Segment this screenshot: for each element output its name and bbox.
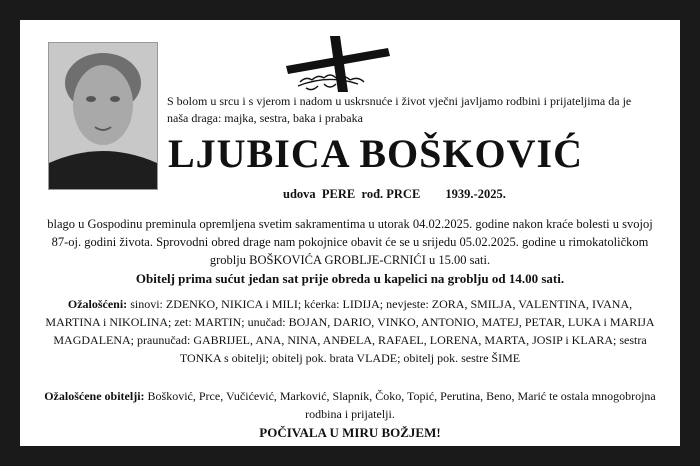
portrait-photo [48, 42, 158, 190]
closing-line: POČIVALA U MIRU BOŽJEM! [259, 425, 441, 440]
intro-text: S bolom u srcu i s vjerom i nadom u uskrsnuće i život vječni javljamo rodbini i prijateljima da je naša draga: majka, sestra, baka i prabaka [167, 94, 632, 125]
death-announcement: blago u Gospodinu preminula opremljena svetim sakramentima u utorak 04.02.2025. godine nakon kraće bolesti u svojoj 87-oj. godini života. Sprovodni obred drage nam pokojnice obavit će se u srijedu 05.02.2025. godine u rimokatoličkom groblju BOŠKOVIĆA GROBLJE-CRNIĆI u 15.00 sati. [47, 217, 653, 267]
mourners-list [42, 295, 658, 367]
families-names: Bošković, Prce, Vučićević, Marković, Slapnik, Čoko, Topić, Perutina, Beno, Marić te ostala mnogobrojna rodbina i prijatelji. [147, 389, 656, 421]
condolence-info: Obitelj prima sućut jedan sat prije obreda u kapelici na groblju od 14.00 sati. [135, 271, 565, 286]
life-years: 1939.-2025. [445, 187, 506, 201]
deceased-name: LJUBICA BOŠKOVIĆ [168, 131, 583, 176]
widow-line [283, 187, 506, 202]
widow-info: udova PERE rođ. PRCE [283, 187, 421, 201]
mourners-names: sinovi: ZDENKO, NIKICA i MILI; kćerka: LIDIJA; nevjeste: ZORA, SMILJA, VALENTINA, IVANA, MARTINA i NIKOLINA; zet: MARTIN; unučad: BOJAN, DARIO, VINKO, ANTONIO, MATEJ, PETAR, LUKA i MARIJA MAGDALENA; praunučad: GABRIJEL, ANA, NINA, ANĐELA, RAFAEL, LORENA, MARTA, JOSIP i KLARA; sestra TONKA s obitelji; obitelj pok. brata VLADE; obitelj pok. sestre ŠIME [45, 297, 655, 365]
families-list [42, 387, 658, 423]
obituary-card [20, 20, 680, 446]
mourners-label: Ožalošćeni: [67, 297, 128, 311]
families-label: Ožalošćene obitelji: [44, 389, 145, 403]
cross-icon [278, 34, 398, 94]
